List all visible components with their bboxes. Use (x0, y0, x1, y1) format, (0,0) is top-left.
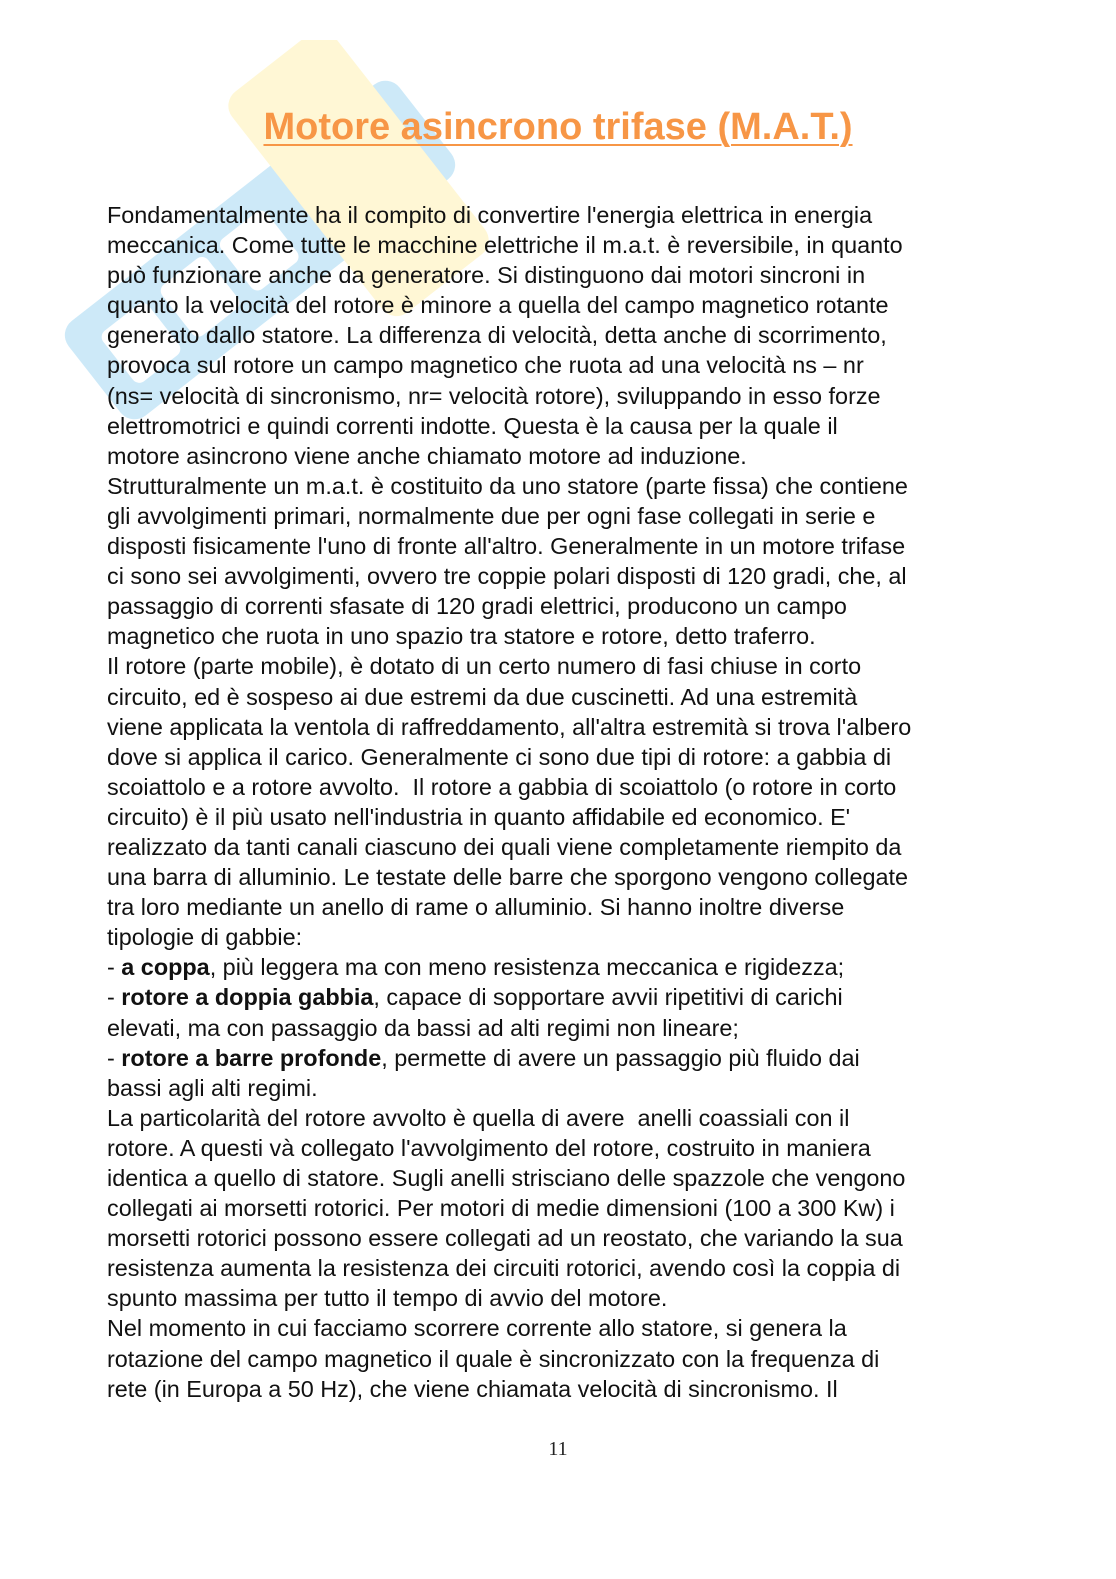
text-run: può funzionare anche da generatore. Si distinguono dai motori sincroni in (107, 262, 866, 289)
text-run: motore asincrono viene anche chiamato motore ad induzione. (107, 442, 747, 469)
text-run: elettromotrici e quindi correnti indotte. Questa è la causa per la quale il (107, 412, 838, 439)
text-line (107, 1374, 1007, 1404)
text-line (107, 1193, 1007, 1223)
text-run: , più leggera ma con meno resistenza meccanica e rigidezza; (209, 954, 845, 981)
text-line (107, 682, 1007, 712)
text-run: viene applicata la ventola di raffreddamento, all'altra estremità si trova l'albero (107, 713, 912, 740)
text-line (107, 802, 1007, 832)
text-run: ci sono sei avvolgimenti, ovvero tre coppie polari disposti di 120 gradi, che, al (107, 563, 907, 590)
text-line (107, 1043, 1007, 1073)
text-run: elevati, ma con passaggio da bassi ad alti regimi non lineare; (107, 1014, 739, 1041)
text-run: quanto la velocità del rotore è minore a quella del campo magnetico rotante (107, 292, 889, 319)
text-line (107, 712, 1007, 742)
text-run: spunto massima per tutto il tempo di avvio del motore. (107, 1285, 668, 1312)
text-run: rotore. A questi và collegato l'avvolgimento del rotore, costruito in maniera (107, 1134, 871, 1161)
text-line (107, 1073, 1007, 1103)
text-run: rete (in Europa a 50 Hz), che viene chiamata velocità di sincronismo. Il (107, 1375, 838, 1402)
page-title: Motore asincrono trifase (M.A.T.) (263, 106, 853, 148)
text-run: circuito, ed è sospeso ai due estremi da due cuscinetti. Ad una estremità (107, 683, 858, 710)
text-run: resistenza aumenta la resistenza dei circuiti rotorici, avendo così la coppia di (107, 1255, 901, 1282)
text-line (107, 441, 1007, 471)
text-run: gli avvolgimenti primari, normalmente due per ogni fase collegati in serie e (107, 502, 876, 529)
text-line (107, 952, 1007, 982)
text-line (107, 772, 1007, 802)
text-run: - (107, 954, 122, 981)
text-run: morsetti rotorici possono essere collegati ad un reostato, che variando la sua (107, 1225, 903, 1252)
text-run: identica a quello di statore. Sugli anelli strisciano delle spazzole che vengono (107, 1165, 906, 1191)
text-run: dove si applica il carico. Generalmente ci sono due tipi di rotore: a gabbia di (107, 743, 892, 770)
text-line (107, 862, 1007, 892)
text-run: La particolarità del rotore avvolto è quella di avere anelli coassiali con il (107, 1104, 850, 1131)
text-line (107, 832, 1007, 862)
text-line (107, 350, 1007, 380)
text-run: tipologie di gabbie: (107, 924, 303, 951)
text-run: bassi agli alti regimi. (107, 1074, 318, 1101)
text-run: Strutturalmente un m.a.t. è costituito da uno statore (parte fissa) che contiene (107, 472, 908, 499)
text-line (107, 260, 1007, 290)
text-line (107, 290, 1007, 320)
text-line (107, 982, 1007, 1012)
text-line (107, 501, 1007, 531)
text-line (107, 892, 1007, 922)
text-line (107, 651, 1007, 681)
text-line (107, 1163, 1007, 1193)
text-line (107, 621, 1007, 651)
text-run: , permette di avere un passaggio più fluido dai (381, 1044, 860, 1071)
text-line (107, 381, 1007, 411)
text-line (107, 1253, 1007, 1283)
text-run: realizzato da tanti canali ciascuno dei quali viene completamente riempito da (107, 833, 902, 860)
text-run: generato dallo statore. La differenza di velocità, detta anche di scorrimento, (107, 322, 887, 349)
text-run: Nel momento in cui facciamo scorrere corrente allo statore, si genera la (107, 1315, 847, 1342)
text-run: provoca sul rotore un campo magnetico che ruota ad una velocità ns – nr (107, 352, 864, 379)
text-run: magnetico che ruota in uno spazio tra statore e rotore, detto traferro. (107, 623, 816, 650)
text-line (107, 1313, 1007, 1343)
text-run: Il rotore (parte mobile), è dotato di un certo numero di fasi chiuse in corto (107, 653, 862, 680)
text-run: meccanica. Come tutte le macchine elettriche il m.a.t. è reversibile, in quanto (107, 232, 903, 259)
text-run: tra loro mediante un anello di rame o alluminio. Si hanno inoltre diverse (107, 894, 845, 921)
text-line (107, 1344, 1007, 1374)
text-line (107, 531, 1007, 561)
text-line (107, 320, 1007, 350)
text-run: Fondamentalmente ha il compito di convertire l'energia elettrica in energia (107, 202, 873, 228)
text-line (107, 411, 1007, 441)
text-run: passaggio di correnti sfasate di 120 gradi elettrici, producono un campo (107, 593, 847, 620)
text-line (107, 1283, 1007, 1313)
body-text (107, 200, 1007, 1404)
text-line (107, 922, 1007, 952)
text-line (107, 1013, 1007, 1043)
text-line (107, 1103, 1007, 1133)
bold-term: a coppa (121, 954, 210, 981)
text-run: circuito) è il più usato nell'industria in quanto affidabile ed economico. E' (107, 803, 851, 830)
bold-term: rotore a barre profonde (121, 1044, 382, 1071)
text-run: scoiattolo e a rotore avvolto. Il rotore a gabbia di scoiattolo (o rotore in corto (107, 773, 897, 800)
text-line (107, 561, 1007, 591)
text-line (107, 1223, 1007, 1253)
text-line (107, 230, 1007, 260)
text-run: una barra di alluminio. Le testate delle barre che sporgono vengono collegate (107, 864, 909, 891)
text-line (107, 471, 1007, 501)
text-run: disposti fisicamente l'uno di fronte all'altro. Generalmente in un motore trifase (107, 533, 906, 560)
text-line (107, 742, 1007, 772)
text-run: (ns= velocità di sincronismo, nr= velocità rotore), sviluppando in esso forze (107, 382, 881, 409)
text-run: collegati ai morsetti rotorici. Per motori di medie dimensioni (100 a 300 Kw) i (107, 1195, 895, 1222)
page-number: 11 (548, 1438, 568, 1460)
text-run: - (107, 1044, 122, 1071)
text-line (107, 591, 1007, 621)
text-run: rotazione del campo magnetico il quale è sincronizzato con la frequenza di (107, 1345, 880, 1372)
text-run: - (107, 984, 122, 1011)
text-run: , capace di sopportare avvii ripetitivi di carichi (373, 984, 843, 1011)
text-line (107, 200, 1007, 230)
text-line (107, 1133, 1007, 1163)
bold-term: rotore a doppia gabbia (121, 984, 374, 1011)
